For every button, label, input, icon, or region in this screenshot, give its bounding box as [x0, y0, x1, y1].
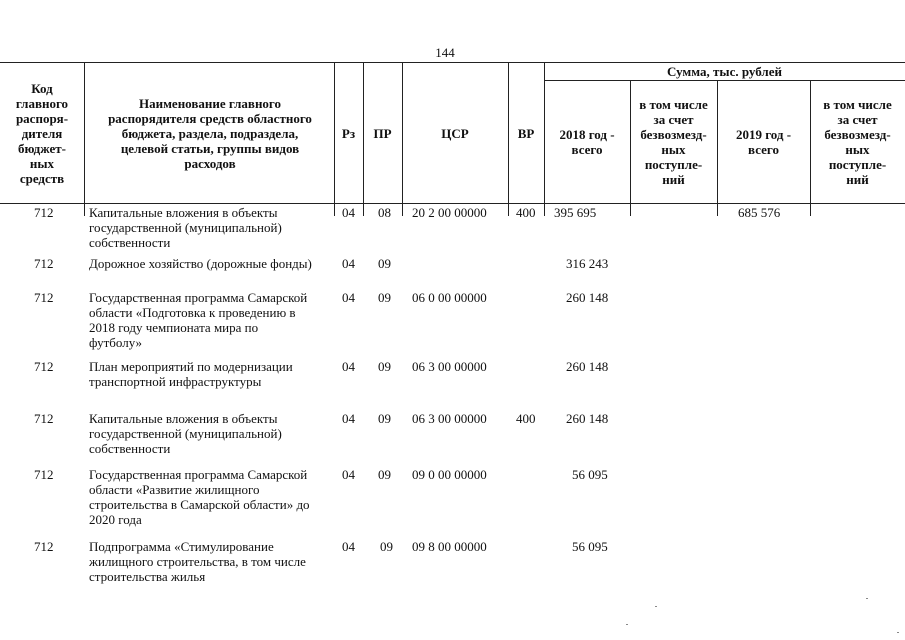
- header-2018-total: 2018 год - всего: [559, 126, 615, 157]
- row-2-pr: 09: [378, 256, 391, 271]
- row-6-name: Государственная программа Самарской области «Развитие жилищного строительства в Самарской области» до 2020 года: [89, 467, 310, 527]
- row-1-sum-2019: 685 576: [738, 205, 781, 220]
- row-7-csr: 09 8 00 00000: [412, 539, 487, 554]
- row-1-rz: 04: [342, 205, 355, 220]
- header-2019-free: в том числе за счет безвозмезд-ных поступле-ний: [823, 96, 892, 187]
- row-3-code: 712: [34, 290, 54, 305]
- row-6-code: 712: [34, 467, 54, 482]
- scan-speck: [866, 598, 868, 599]
- row-3-pr: 09: [378, 290, 391, 305]
- row-1-name: Капитальные вложения в объекты государственной (муниципальной) собственности: [89, 205, 282, 250]
- row-6-csr: 09 0 00 00000: [412, 467, 487, 482]
- header-bottom-rule: [0, 203, 905, 204]
- row-5-pr: 09: [378, 411, 391, 426]
- row-2-code: 712: [34, 256, 54, 271]
- header-csr: ЦСР: [441, 125, 469, 141]
- row-4-code: 712: [34, 359, 54, 374]
- row-1-vr: 400: [516, 205, 536, 220]
- row-6-pr: 09: [378, 467, 391, 482]
- row-4-sum-2018: 260 148: [566, 359, 609, 374]
- header-code: Код главного распоря-дителя бюджет-ных средств: [15, 80, 69, 186]
- row-5-vr: 400: [516, 411, 536, 426]
- row-4-name: План мероприятий по модернизации транспортной инфраструктуры: [89, 359, 293, 389]
- row-7-name: Подпрограмма «Стимулирование жилищного строительства, в том числе строительства жилья: [89, 539, 306, 584]
- row-6-sum-2018: 56 095: [572, 467, 608, 482]
- row-2-sum-2018: 316 243: [566, 256, 609, 271]
- row-6-rz: 04: [342, 467, 355, 482]
- header-vr: ВР: [517, 125, 535, 141]
- header-sum-group: Сумма, тыс. рублей: [667, 64, 782, 79]
- header-rz: Рз: [341, 125, 356, 141]
- row-3-sum-2018: 260 148: [566, 290, 609, 305]
- scan-speck: [897, 632, 899, 633]
- row-2-name: Дорожное хозяйство (дорожные фонды): [89, 256, 312, 271]
- header-2018-free: в том числе за счет безвозмезд-ных поступле-ний: [639, 96, 708, 187]
- row-5-code: 712: [34, 411, 54, 426]
- row-7-sum-2018: 56 095: [572, 539, 608, 554]
- row-5-rz: 04: [342, 411, 355, 426]
- row-5-sum-2018: 260 148: [566, 411, 609, 426]
- row-5-csr: 06 3 00 00000: [412, 411, 487, 426]
- row-1-code: 712: [34, 205, 54, 220]
- header-pr: ПР: [373, 125, 392, 141]
- row-7-rz: 04: [342, 539, 355, 554]
- page-number: 144: [435, 45, 455, 60]
- row-2-rz: 04: [342, 256, 355, 271]
- row-3-csr: 06 0 00 00000: [412, 290, 487, 305]
- row-7-pr: 09: [380, 539, 393, 554]
- row-1-pr: 08: [378, 205, 391, 220]
- row-3-name: Государственная программа Самарской области «Подготовка к проведению в 2018 году чемпионата мира по футболу»: [89, 290, 308, 350]
- row-4-rz: 04: [342, 359, 355, 374]
- header-name: Наименование главного распорядителя средств областного бюджета, раздела, подраздела, целевой статьи, группы видов расходов: [108, 95, 312, 171]
- row-1-sum-2018: 395 695: [554, 205, 597, 220]
- row-1-csr: 20 2 00 00000: [412, 205, 487, 220]
- scan-speck: [655, 606, 657, 607]
- row-5-name: Капитальные вложения в объекты государственной (муниципальной) собственности: [89, 411, 282, 456]
- col-divider-name: [84, 62, 85, 216]
- row-4-pr: 09: [378, 359, 391, 374]
- row-3-rz: 04: [342, 290, 355, 305]
- header-2019-total: 2019 год - всего: [735, 126, 792, 157]
- scan-speck: [626, 624, 628, 625]
- row-7-code: 712: [34, 539, 54, 554]
- row-4-csr: 06 3 00 00000: [412, 359, 487, 374]
